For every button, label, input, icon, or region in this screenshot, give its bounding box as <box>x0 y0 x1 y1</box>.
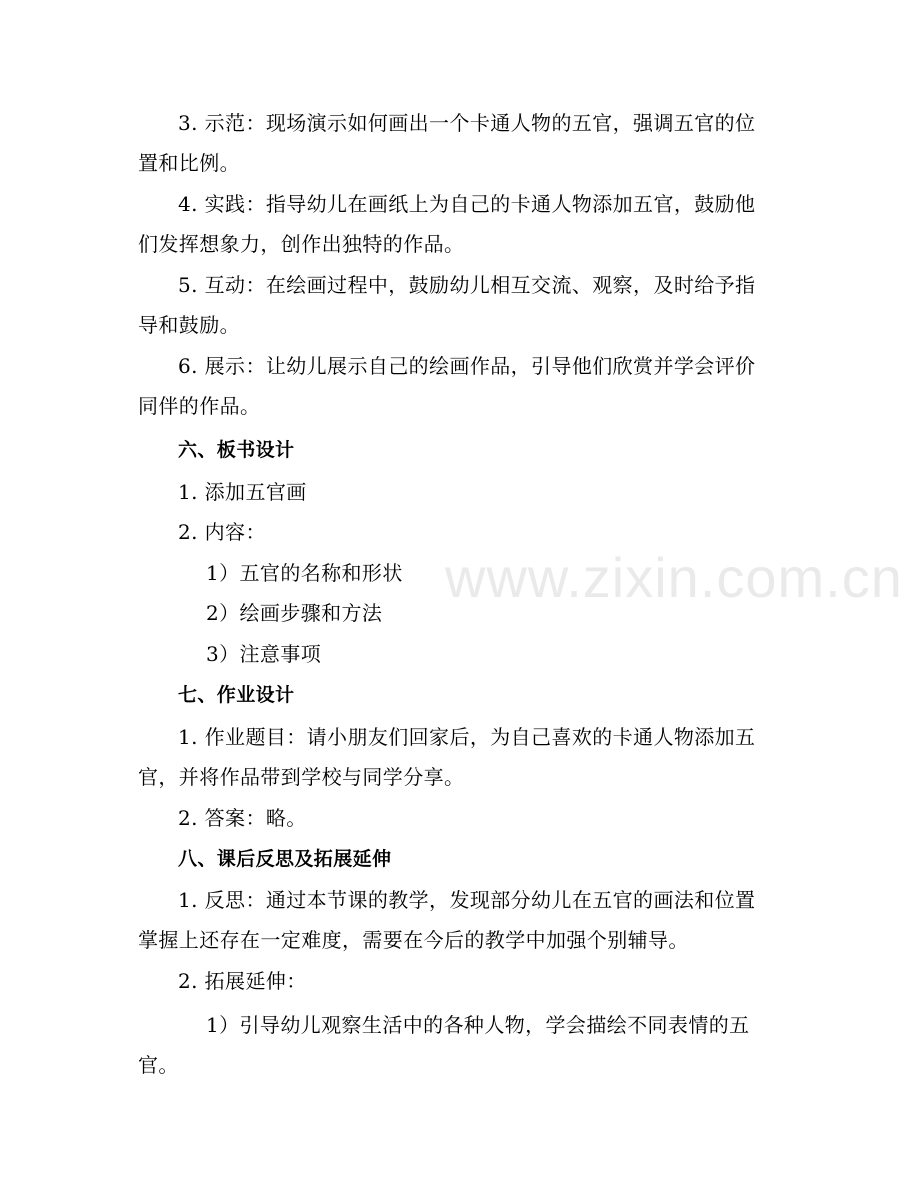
paragraph-step-4-line-1: 4. 实践：指导幼儿在画纸上为自己的卡通人物添加五官，鼓励他 <box>178 192 756 216</box>
board-item-1: 1. 添加五官画 <box>178 480 307 504</box>
board-item-2: 2. 内容： <box>178 520 266 544</box>
reflection-item-1-line-1: 1. 反思：通过本节课的教学，发现部分幼儿在五官的画法和位置 <box>178 888 756 912</box>
reflection-item-1-line-2: 掌握上还存在一定难度，需要在今后的教学中加强个别辅导。 <box>138 928 689 952</box>
paragraph-step-5-line-1: 5. 互动：在绘画过程中，鼓励幼儿相互交流、观察，及时给予指 <box>178 273 756 297</box>
paragraph-step-6-line-2: 同伴的作品。 <box>138 394 261 418</box>
board-subitem-3: 3）注意事项 <box>206 642 322 666</box>
section-heading-6: 六、板书设计 <box>178 439 295 461</box>
reflection-item-2: 2. 拓展延伸： <box>178 969 307 993</box>
extension-subitem-1-line-1: 1）引导幼儿观察生活中的各种人物，学会描绘不同表情的五 <box>206 1013 750 1037</box>
homework-item-1-line-1: 1. 作业题目：请小朋友们回家后，为自己喜欢的卡通人物添加五 <box>178 725 756 749</box>
section-heading-7: 七、作业设计 <box>178 684 295 706</box>
homework-item-1-line-2: 官，并将作品带到学校与同学分享。 <box>138 765 465 789</box>
paragraph-step-4-line-2: 们发挥想象力，创作出独特的作品。 <box>138 232 465 256</box>
paragraph-step-3-line-1: 3. 示范：现场演示如何画出一个卡通人物的五官，强调五官的位 <box>178 111 756 135</box>
paragraph-step-5-line-2: 导和鼓励。 <box>138 313 240 337</box>
homework-item-2: 2. 答案：略。 <box>178 806 307 830</box>
board-subitem-2: 2）绘画步骤和方法 <box>206 601 383 625</box>
watermark: www.zixin.com.cn <box>445 546 903 609</box>
extension-subitem-1-line-2: 官。 <box>138 1053 179 1077</box>
paragraph-step-6-line-1: 6. 展示：让幼儿展示自己的绘画作品，引导他们欣赏并学会评价 <box>178 354 756 378</box>
section-heading-8: 八、课后反思及拓展延伸 <box>178 848 392 870</box>
board-subitem-1: 1）五官的名称和形状 <box>206 561 403 585</box>
paragraph-step-3-line-2: 置和比例。 <box>138 151 240 175</box>
